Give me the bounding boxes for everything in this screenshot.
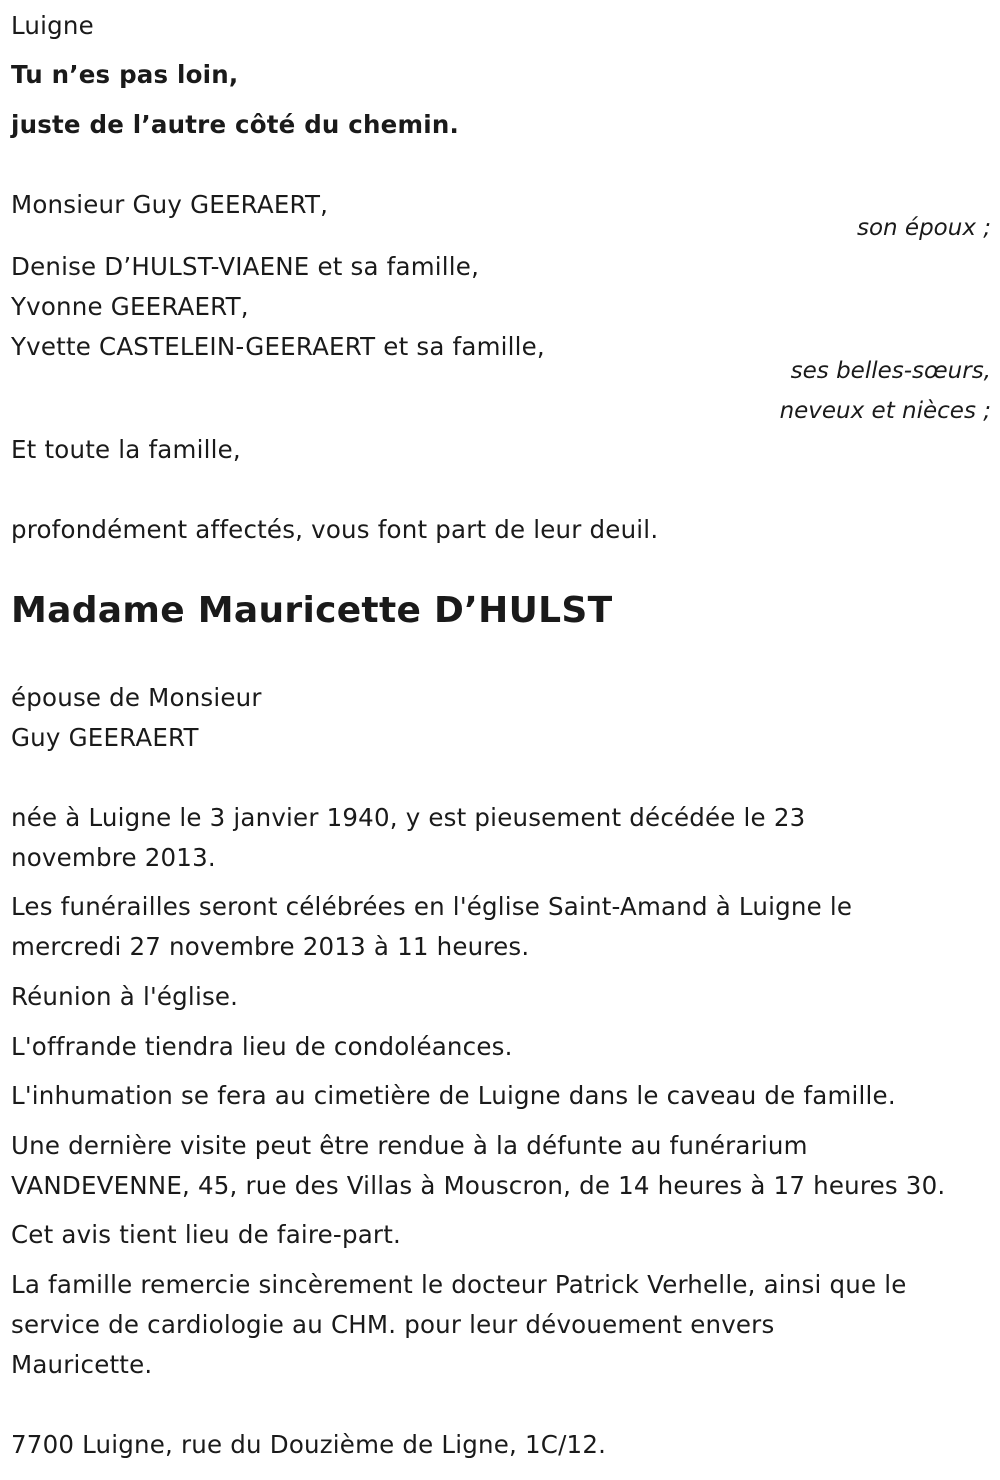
rest-of-family: Et toute la famille, bbox=[11, 435, 241, 464]
announcement: profondément affectés, vous font part de leur deuil. bbox=[11, 515, 659, 544]
birth-death-line-1: née à Luigne le 3 janvier 1940, y est pieusement décédée le 23 bbox=[11, 803, 806, 832]
visit-line-1: Une dernière visite peut être rendue à la défunte au funérarium bbox=[11, 1131, 808, 1160]
poem-line-2: juste de l’autre côté du chemin. bbox=[11, 110, 459, 139]
address: 7700 Luigne, rue du Douzième de Ligne, 1C/12. bbox=[11, 1430, 607, 1459]
deceased-name: Madame Mauricette D’HULST bbox=[11, 590, 613, 631]
funeral-line-1: Les funérailles seront célébrées en l'église Saint-Amand à Luigne le bbox=[11, 892, 853, 921]
spouse-relation: son époux ; bbox=[856, 215, 991, 241]
relative-line: Denise D’HULST-VIAENE et sa famille, bbox=[11, 252, 480, 281]
place-name: Luigne bbox=[11, 11, 94, 40]
sisters-relation-2: neveux et nièces ; bbox=[779, 398, 991, 424]
meeting-info: Réunion à l'église. bbox=[11, 982, 239, 1011]
notice-info: Cet avis tient lieu de faire-part. bbox=[11, 1220, 401, 1249]
spouse-name: Monsieur Guy GEERAERT, bbox=[11, 190, 329, 219]
birth-death-line-2: novembre 2013. bbox=[11, 843, 216, 872]
offering-info: L'offrande tiendra lieu de condoléances. bbox=[11, 1032, 513, 1061]
deceased-spouse-line-1: épouse de Monsieur bbox=[11, 683, 262, 712]
thanks-line-3: Mauricette. bbox=[11, 1350, 153, 1379]
thanks-line-2: service de cardiologie au CHM. pour leur dévouement envers bbox=[11, 1310, 775, 1339]
poem-line-1: Tu n’es pas loin, bbox=[11, 60, 239, 89]
visit-line-2: VANDEVENNE, 45, rue des Villas à Mouscron, de 14 heures à 17 heures 30. bbox=[11, 1171, 946, 1200]
thanks-line-1: La famille remercie sincèrement le docteur Patrick Verhelle, ainsi que le bbox=[11, 1270, 907, 1299]
funeral-line-2: mercredi 27 novembre 2013 à 11 heures. bbox=[11, 932, 530, 961]
obituary-notice bbox=[11, 0, 991, 1480]
relative-line: Yvonne GEERAERT, bbox=[11, 292, 249, 321]
sisters-relation-1: ses belles-sœurs, bbox=[790, 358, 991, 384]
burial-info: L'inhumation se fera au cimetière de Luigne dans le caveau de famille. bbox=[11, 1081, 896, 1110]
relative-line: Yvette CASTELEIN-GEERAERT et sa famille, bbox=[11, 332, 545, 361]
deceased-spouse-line-2: Guy GEERAERT bbox=[11, 723, 199, 752]
